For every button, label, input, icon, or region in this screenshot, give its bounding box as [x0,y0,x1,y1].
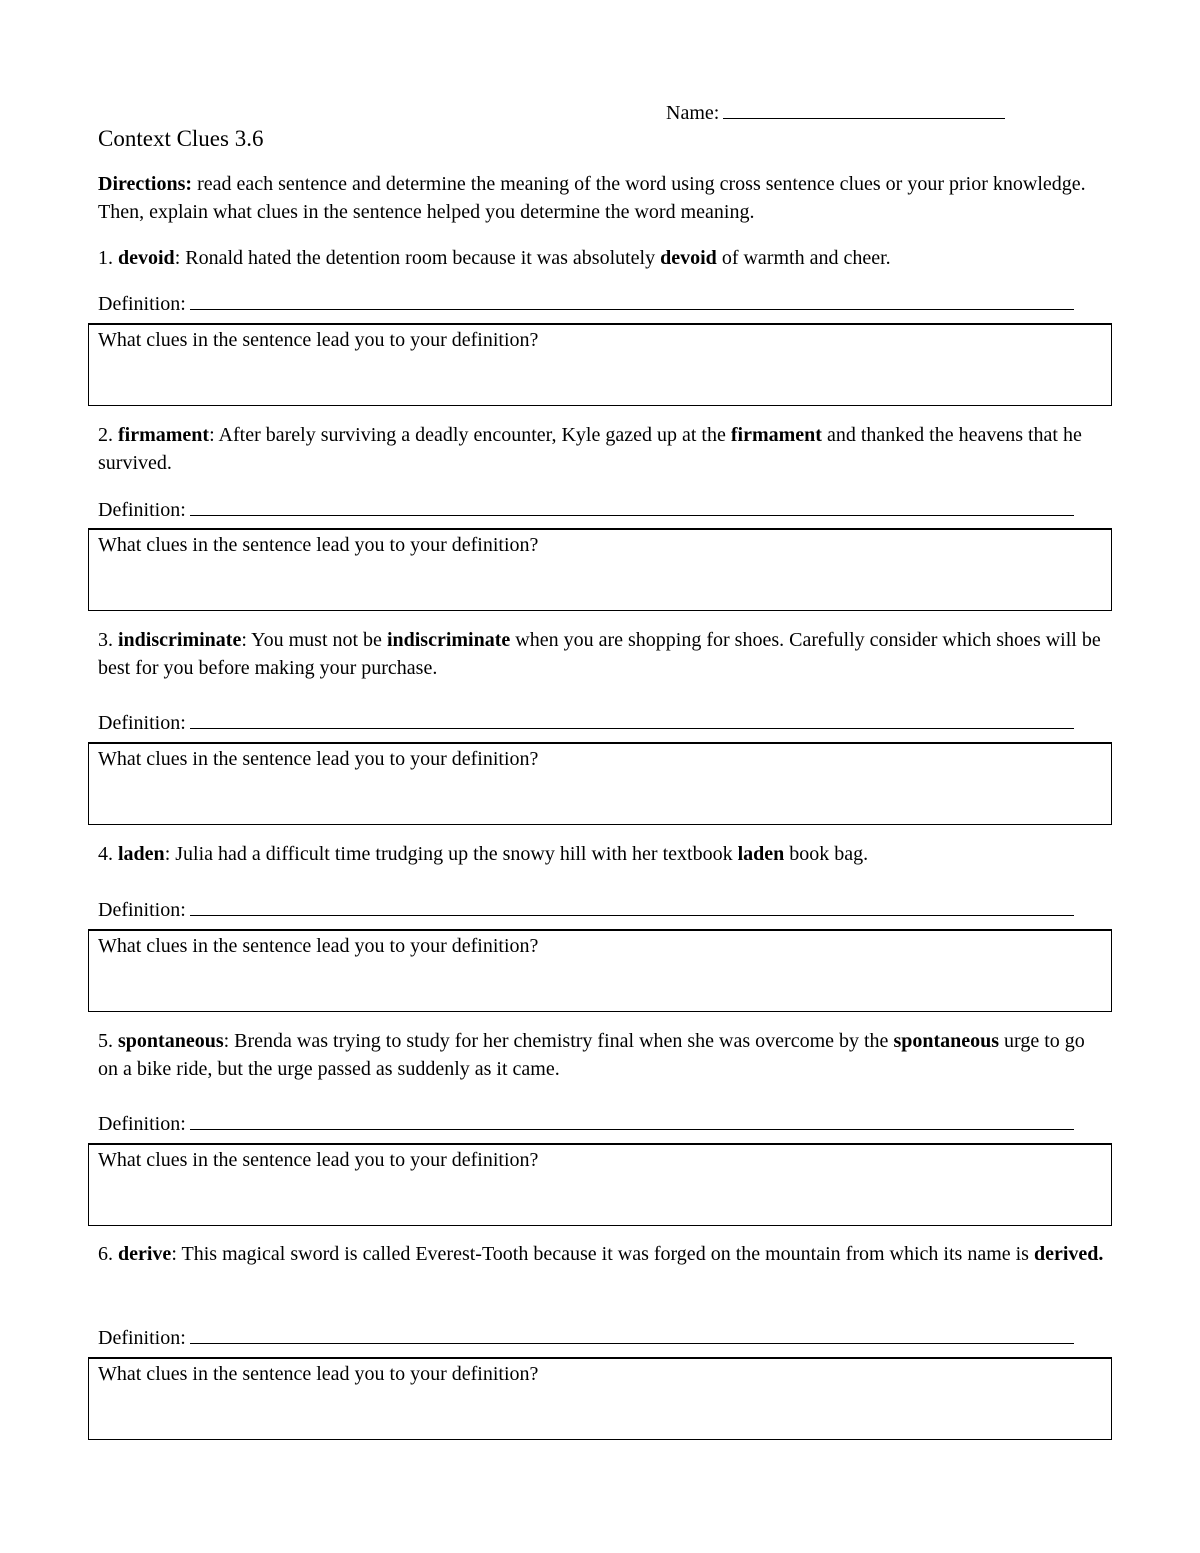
definition-blank-line[interactable] [190,1323,1074,1344]
definition-blank-line[interactable] [190,895,1074,916]
question-number: 1. [98,247,113,269]
sentence-bold-word: spontaneous [893,1030,1000,1052]
question-number: 4. [98,843,113,865]
question-2 [98,421,1108,477]
sentence-bold-word: laden [737,843,785,865]
vocab-word: firmament [118,424,210,446]
sentence-text-end: and thanked the heavens that he survived. [98,424,1082,474]
sentence-bold-word: firmament [730,424,822,446]
clue-answer-box-5[interactable] [88,1143,1112,1226]
clue-answer-box-2[interactable] [88,528,1112,611]
question-number: 5. [98,1030,113,1052]
name-blank-line[interactable] [723,98,1005,119]
definition-row-3 [98,708,1074,736]
vocab-word: indiscriminate [118,629,242,651]
vocab-word: laden [118,843,165,865]
definition-label: Definition: [98,899,186,921]
clue-prompt: What clues in the sentence lead you to your definition? [98,748,539,770]
question-3 [98,626,1108,682]
sentence-text-end: book bag. [784,843,869,865]
question-1 [98,244,1108,272]
definition-row-4 [98,895,1074,923]
sentence-text-end: when you are shopping for shoes. Carefully consider which shoes will be best for you before making your purchase. [98,629,1101,679]
clue-answer-box-6[interactable] [88,1357,1112,1440]
directions-label: Directions: [98,173,193,195]
definition-row-5 [98,1109,1074,1137]
question-5 [98,1027,1108,1083]
clue-prompt: What clues in the sentence lead you to your definition? [98,935,539,957]
sentence-bold-word: devoid [660,247,717,269]
sentence-text-end: urge to go on a bike ride, but the urge passed as suddenly as it came. [98,1030,1085,1080]
sentence-text: : Brenda was trying to study for her chemistry final when she was overcome by the [223,1030,894,1052]
sentence-text: : Ronald hated the detention room because it was absolutely [174,247,661,269]
vocab-word: derive [118,1243,172,1265]
directions [98,170,1108,226]
vocab-word: devoid [118,247,175,269]
definition-label: Definition: [98,293,186,315]
name-label: Name: [666,102,720,124]
clue-prompt: What clues in the sentence lead you to your definition? [98,1363,539,1385]
clue-answer-box-3[interactable] [88,742,1112,825]
sentence-text: : Julia had a difficult time trudging up the snowy hill with her textbook [164,843,738,865]
definition-blank-line[interactable] [190,495,1074,516]
clue-prompt: What clues in the sentence lead you to your definition? [98,329,539,351]
sentence-text: : This magical sword is called Everest-Tooth because it was forged on the mountain from which its name is [171,1243,1034,1265]
worksheet-title: Context Clues 3.6 [98,126,264,151]
sentence-text: : You must not be [241,629,387,651]
clue-answer-box-4[interactable] [88,929,1112,1012]
definition-row-6 [98,1323,1074,1351]
sentence-bold-word: derived. [1033,1243,1104,1265]
definition-blank-line[interactable] [190,1109,1074,1130]
name-field-row [666,98,1005,126]
directions-text: read each sentence and determine the meaning of the word using cross sentence clues or your prior knowledge. Then, explain what clues in the sentence helped you determine the word meaning. [98,173,1086,223]
definition-blank-line[interactable] [190,708,1074,729]
definition-row-1 [98,289,1074,317]
clue-answer-box-1[interactable] [88,323,1112,406]
definition-label: Definition: [98,1113,186,1135]
question-6 [98,1240,1108,1268]
question-number: 2. [98,424,113,446]
question-number: 6. [98,1243,113,1265]
definition-row-2 [98,495,1074,523]
definition-label: Definition: [98,712,186,734]
definition-label: Definition: [98,499,186,521]
sentence-text-end: of warmth and cheer. [716,247,891,269]
question-number: 3. [98,629,113,651]
definition-blank-line[interactable] [190,289,1074,310]
question-4 [98,840,1108,868]
sentence-bold-word: indiscriminate [386,629,511,651]
sentence-text: : After barely surviving a deadly encounter, Kyle gazed up at the [209,424,731,446]
clue-prompt: What clues in the sentence lead you to your definition? [98,1149,539,1171]
definition-label: Definition: [98,1327,186,1349]
clue-prompt: What clues in the sentence lead you to your definition? [98,534,539,556]
vocab-word: spontaneous [118,1030,224,1052]
